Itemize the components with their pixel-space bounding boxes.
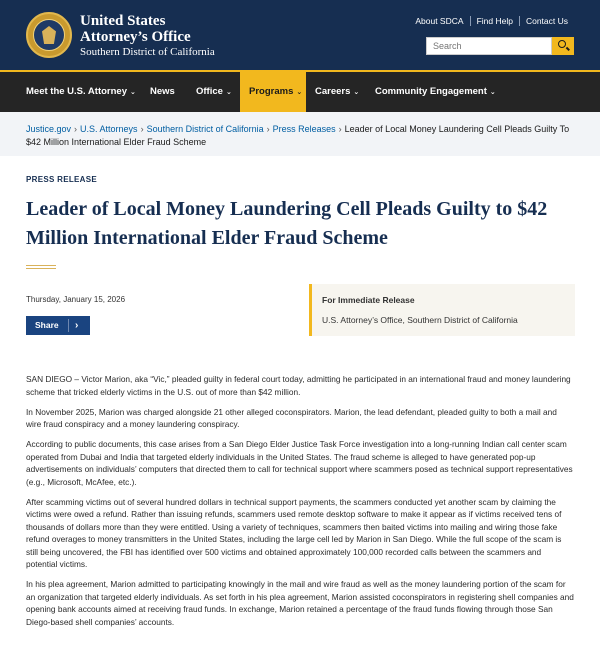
paragraph: In his plea agreement, Marion admitted to participating knowingly in the mail and wire fraud as well as the money laundering portion of the scam for an organization that targeted elderly individuals. As set forth in his plea agreement, Marion assisted coconspirators in registering shell companies and opening bank accounts aimed at receiving fraud funds. In exchange, Marion retained a percentage of the fraud funds flowing through those San Diego-based shell companies’ accounts. — [26, 579, 574, 627]
find-help-link[interactable]: Find Help — [470, 16, 519, 26]
nav-news[interactable] — [150, 72, 175, 112]
article-body — [26, 373, 574, 636]
chevron-down-icon: ⌄ — [489, 89, 496, 96]
breadcrumb-press-releases[interactable]: Press Releases — [272, 124, 336, 134]
nav-label: Programs — [249, 86, 294, 97]
paragraph: After scamming victims out of several hundred dollars in technical support payments, the scammers conducted yet another scam by claiming the victims were owed a refund. Rather than issuing refunds, scammers used remote desktop software to make it appear as if victims received tens of thousands of dollars more than they were entitled. Using a variety of techniques, scammers then baited victims into mailing and wiring those fake refund overages to money transmitters in the United States, including the large cell led by Marion in San Diego. While the full scope of the scam is still being uncovered, the FBI has identified over 500 victims and obtained approximately 100,000 recorded calls between the scammers and potential victims. — [26, 496, 562, 569]
page-title: Leader of Local Money Laundering Cell Pleads Guilty to $42 Million International Elder Fraud Scheme — [26, 198, 548, 249]
main-nav — [0, 70, 600, 112]
breadcrumb-separator-icon: › — [338, 124, 342, 134]
utility-links — [409, 16, 574, 26]
breadcrumb-separator-icon: › — [74, 124, 78, 134]
site-header — [0, 0, 600, 70]
chevron-down-icon: ⌄ — [296, 89, 303, 96]
search-icon — [558, 40, 566, 48]
breadcrumb — [26, 123, 571, 149]
press-release-label: PRESS RELEASE — [26, 175, 98, 184]
site-title[interactable] — [80, 14, 215, 59]
nav-programs[interactable] — [240, 72, 306, 112]
share-label: Share — [35, 320, 59, 330]
nav-careers[interactable] — [315, 72, 359, 112]
doj-seal-icon[interactable] — [26, 12, 72, 58]
search-input[interactable]: Search — [426, 37, 552, 55]
share-divider — [68, 319, 69, 332]
breadcrumb-sdca[interactable]: Southern District of California — [146, 124, 264, 134]
chevron-down-icon: ⌄ — [225, 89, 232, 96]
paragraph: According to public documents, this case arises from a San Diego Elder Justice Task Force investigation into a long-running Indian call center scam operated from Dubai and India that targeted elderly individuals in the United States. The fraud scheme is alleged to have generated pop-up advertisements on individuals’ computers that directed them to call for technical support where scammers posed as technical support representatives (e.g., Microsoft, McAfee, etc.). — [26, 439, 573, 487]
site-title-line2: Attorney’s Office — [80, 29, 191, 45]
nav-office[interactable] — [196, 72, 232, 112]
share-button[interactable] — [26, 316, 90, 335]
release-info-box — [309, 284, 575, 336]
nav-label: Meet the U.S. Attorney — [26, 86, 127, 97]
title-divider — [26, 265, 56, 269]
nav-label: Community Engagement — [375, 86, 487, 97]
nav-community-engagement[interactable] — [375, 72, 496, 112]
chevron-right-icon: › — [75, 320, 79, 331]
about-link[interactable]: About SDCA — [415, 16, 464, 26]
release-date: Thursday, January 15, 2026 — [26, 295, 126, 304]
paragraph: In November 2025, Marion was charged alongside 21 other alleged coconspirators. Marion, the lead defendant, pleaded guilty to both a mail and wire fraud conspiracy and a money laundering conspiracy. — [26, 406, 557, 429]
search-box — [426, 37, 574, 55]
contact-us-link[interactable]: Contact Us — [519, 16, 574, 26]
nav-label: Office — [196, 86, 223, 97]
nav-label: News — [150, 86, 175, 97]
chevron-down-icon: ⌄ — [130, 89, 136, 96]
release-source: U.S. Attorney’s Office, Southern District of California — [322, 315, 518, 325]
nav-meet-us-attorney[interactable] — [26, 72, 136, 112]
breadcrumb-separator-icon: › — [140, 124, 144, 134]
breadcrumb-current: Leader of Local Money Laundering Cell Pleads Guilty To $42 Million International Elder Fraud Scheme — [26, 124, 570, 147]
nav-label: Careers — [315, 86, 351, 97]
chevron-down-icon: ⌄ — [353, 89, 360, 96]
site-title-line3: Southern District of California — [80, 46, 215, 58]
site-title-line1: United States — [80, 13, 166, 29]
release-heading: For Immediate Release — [322, 295, 415, 305]
paragraph: SAN DIEGO – Victor Marion, aka “Vic,” pleaded guilty in federal court today, admitting he participated in an international fraud and money laundering scheme that tricked elderly victims in the U.S. out of more than $42 million. — [26, 374, 571, 397]
breadcrumb-justice-gov[interactable]: Justice.gov — [26, 124, 72, 134]
breadcrumb-us-attorneys[interactable]: U.S. Attorneys — [80, 124, 138, 134]
search-button[interactable] — [552, 37, 574, 55]
breadcrumb-separator-icon: › — [266, 124, 270, 134]
